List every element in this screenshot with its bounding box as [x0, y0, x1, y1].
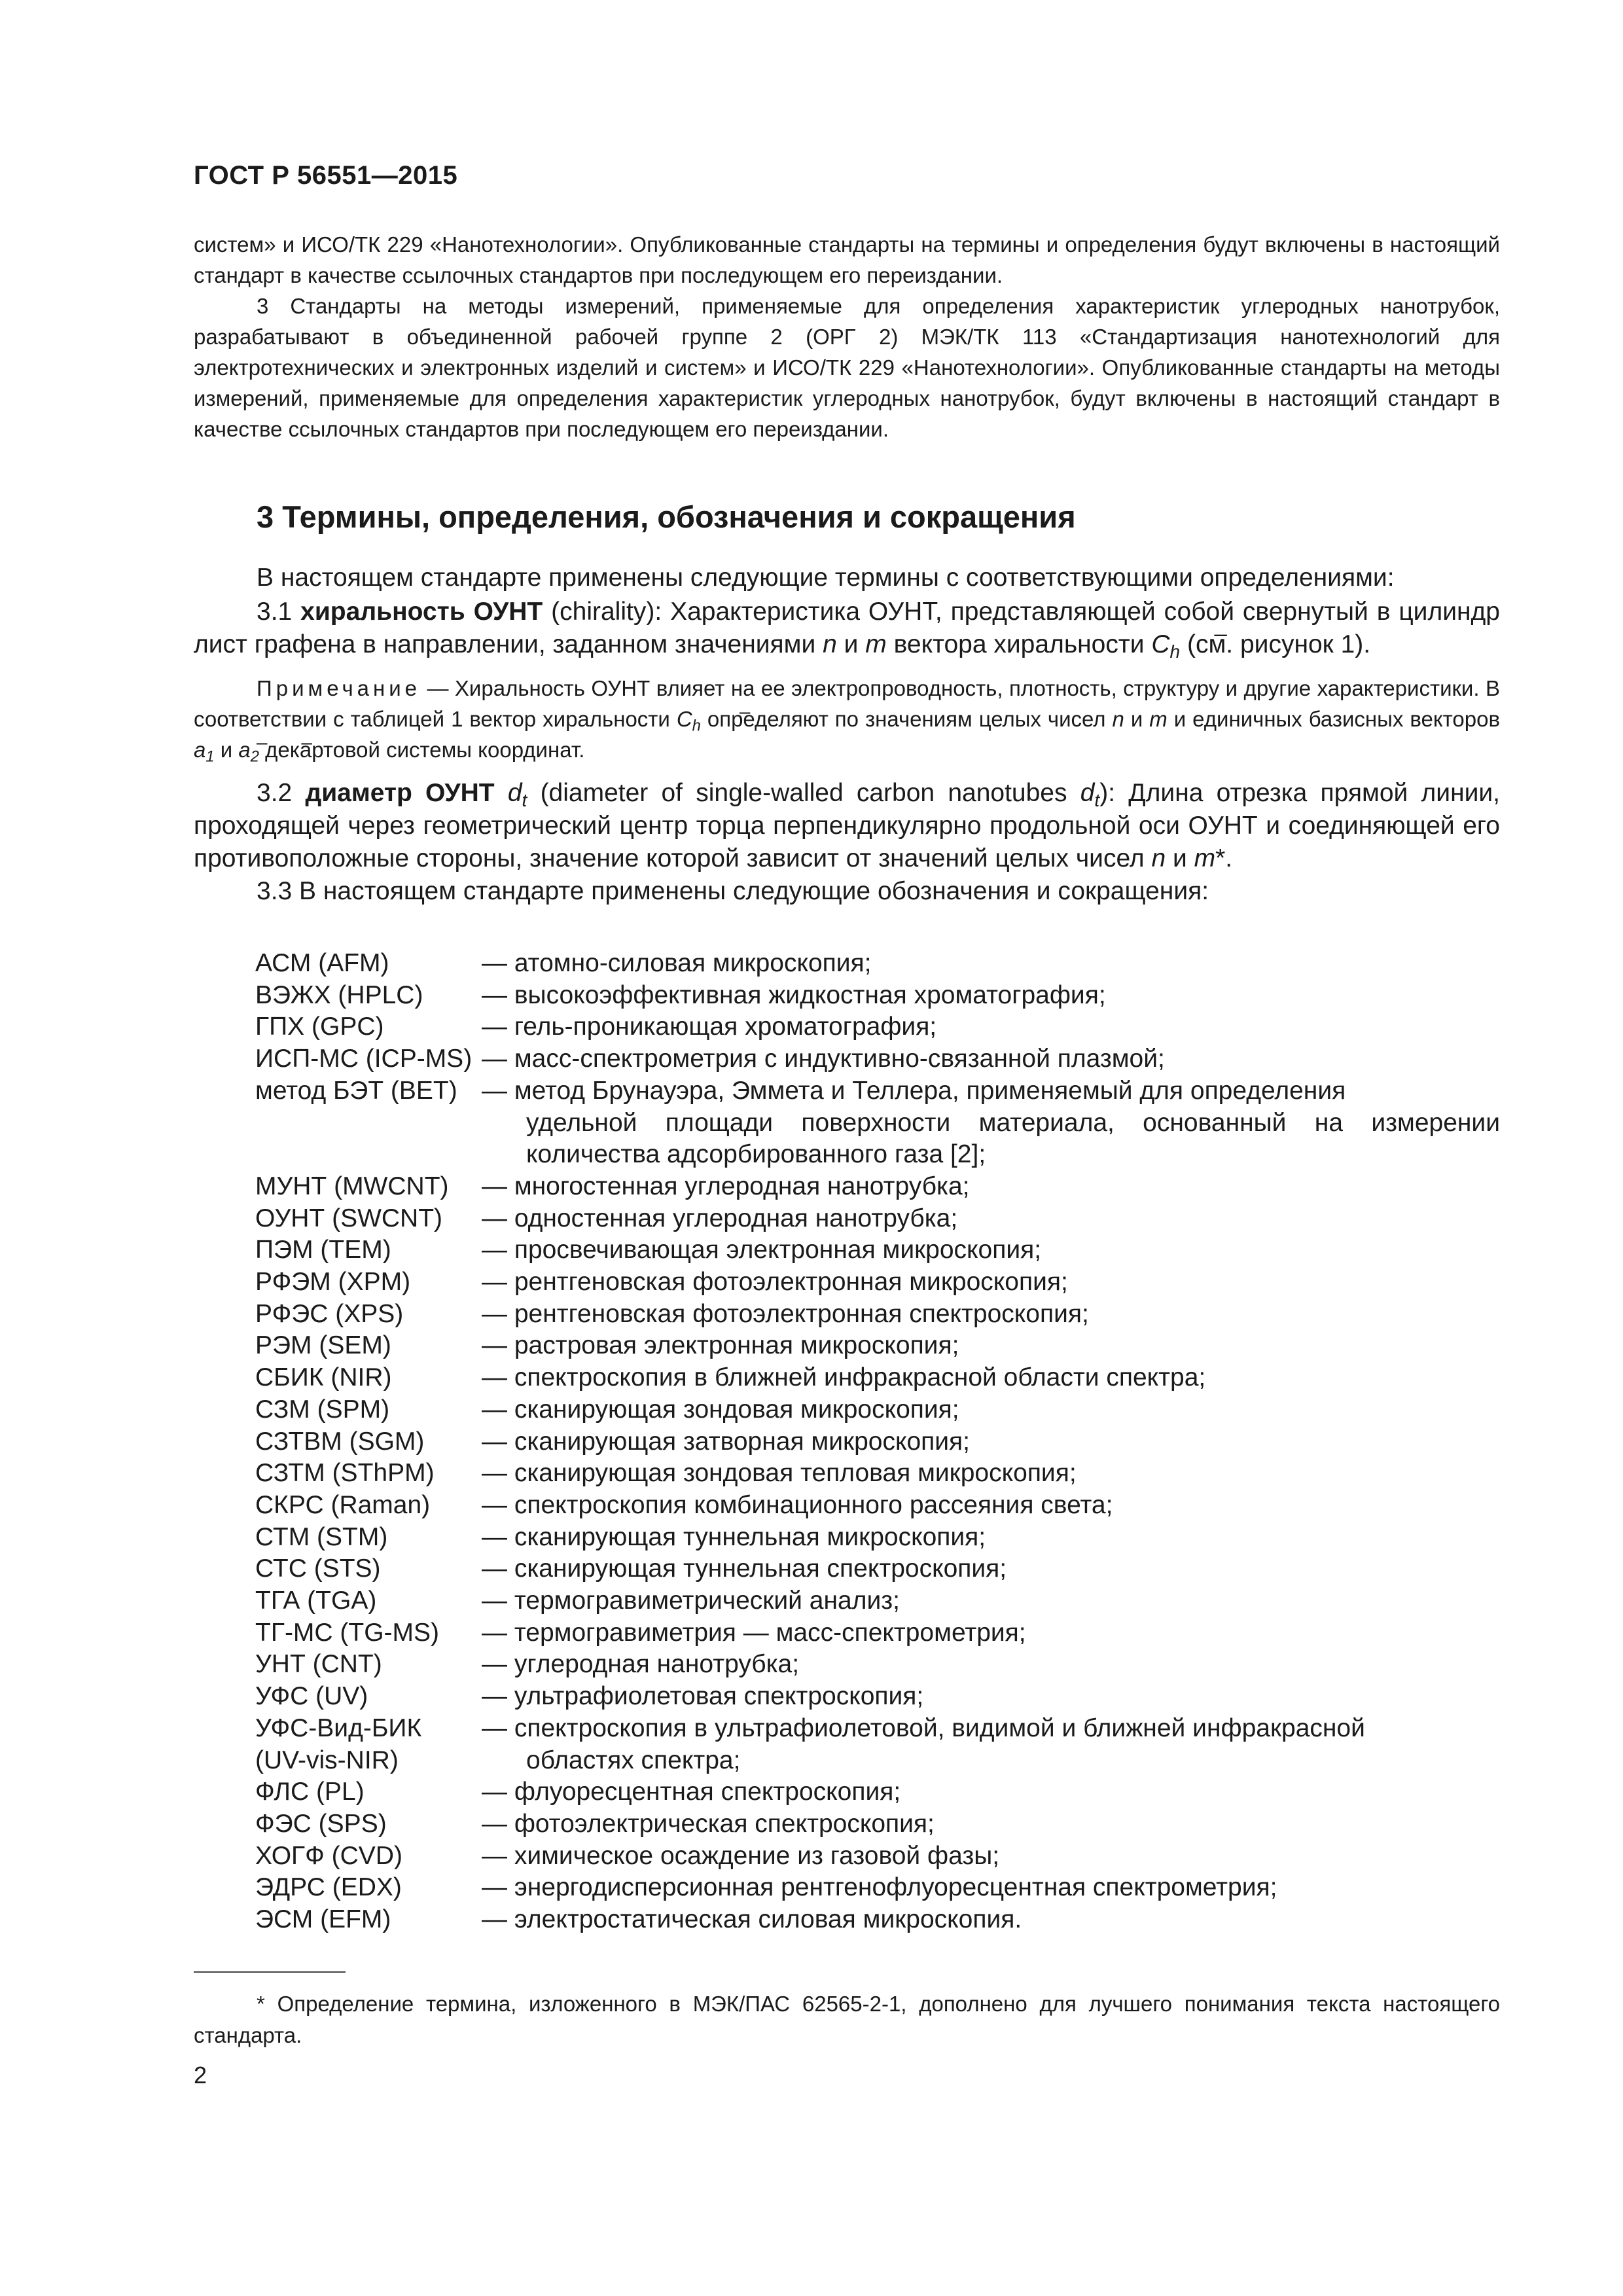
abbreviation: ИСП-МС (ICP-MS) [255, 1045, 473, 1073]
abbreviation-definition: — гель-проникающая хроматография; [482, 1013, 937, 1041]
abbreviation: УФС-Вид-БИК [255, 1713, 422, 1742]
basis-vector-a2 [238, 738, 259, 766]
vector-letter: C [1151, 630, 1170, 658]
footnote-marker: *. [1215, 844, 1233, 872]
abbreviation: (UV-vis-NIR) [255, 1746, 399, 1774]
abbreviation: ФЭС (SPS) [255, 1809, 387, 1838]
vector-subscript: h [692, 717, 701, 735]
abbreviation: АСМ (AFM) [255, 949, 389, 977]
term-english: ): [1099, 779, 1116, 807]
abbreviation: РФЭС (XPS) [255, 1299, 404, 1328]
abbreviation: УФС (UV) [255, 1682, 368, 1711]
abbreviation: ТГА (TGA) [255, 1587, 377, 1615]
term-definition: вектора хиральности [886, 630, 1152, 658]
abbreviation: СТМ (STM) [255, 1522, 388, 1551]
vector-letter: a [194, 738, 206, 762]
abbreviation-definition: — одностенная углеродная нанотрубка; [482, 1204, 958, 1232]
section-intro: В настоящем стандарте применены следующие термины с соответствующими определениями: [257, 564, 1395, 592]
terms-block [194, 562, 1500, 908]
abbreviation: СЗТМ (SThPM) [255, 1459, 435, 1488]
list-item [255, 980, 1500, 1012]
list-item [255, 1011, 1500, 1043]
abbreviation-definition: — атомно-силовая микроскопия; [482, 949, 872, 977]
abbreviation-definition: — электростатическая силовая микроскопия. [482, 1905, 1022, 1934]
conjunction: и [836, 630, 866, 658]
abbreviation: ФЛС (PL) [255, 1778, 365, 1806]
abbreviation-definition: — сканирующая туннельная микроскопия; [482, 1522, 986, 1551]
list-item [255, 1872, 1500, 1904]
conjunction: и [1124, 707, 1150, 731]
abbreviation-definition: — спектроскопия в ближней инфракрасной области спектра; [482, 1363, 1206, 1392]
abbreviation-definition: — масс-спектрометрия с индуктивно-связанной плазмой; [482, 1045, 1165, 1073]
list-item [255, 1585, 1500, 1617]
term-name: хиральность ОУНТ [300, 598, 543, 626]
list-item [255, 1458, 1500, 1490]
abbreviation-definition: — термогравиметрический анализ; [482, 1587, 900, 1615]
term-definition: (см. рисунок 1). [1180, 630, 1371, 658]
term-3-2 [194, 777, 1500, 875]
note-label: Примечание [257, 676, 421, 700]
abbreviation-definition: — рентгеновская фотоэлектронная микроскопия; [482, 1268, 1068, 1297]
term-3-1 [194, 596, 1500, 661]
footnote-separator [194, 1971, 346, 1973]
symbol-d: d [507, 779, 522, 807]
list-item [255, 1617, 1500, 1649]
abbreviation: СЗТВМ (SGM) [255, 1427, 425, 1456]
intro-item-3: 3 Стандарты на методы измерений, применяемые для определения характеристик углеродных нанотрубок, разрабатывают в объединенной рабочей группе 2 (ОРГ 2) МЭК/ТК 113 «Стандартизация нанотехнологий для электротехнических и электронных изделий и систем» и ИСО/ТК 229 «Нанотехнологии». Опубликованные стандарты на методы измерений, применяемые для определения характеристик углеродных нанотрубок, будут включены в настоящий стандарт в качестве ссылочных стандартов при последующем его переиздании. [194, 294, 1500, 441]
abbreviation-definition: — сканирующая туннельная спектроскопия; [482, 1554, 1007, 1583]
abbreviation-definition: — химическое осаждение из газовой фазы; [482, 1841, 1000, 1870]
symbol-subscript-t: t [522, 789, 527, 810]
abbreviation: СКРС (Raman) [255, 1490, 431, 1519]
list-item [255, 1266, 1500, 1299]
intro-continuation: систем» и ИСО/ТК 229 «Нанотехнологии». Опубликованные стандарты на термины и определения будут включены в настоящий стандарт в качестве ссылочных стандартов при последующем его переиздании. [194, 232, 1500, 287]
term-english: (diameter of single-walled carbon nanotubes [527, 779, 1080, 807]
list-item [255, 1075, 1500, 1107]
symbol-n: n [1112, 707, 1124, 731]
list-item [255, 1522, 1500, 1554]
list-item [255, 1649, 1500, 1681]
abbreviation-definition: — энергодисперсионная рентгенофлуоресцентная спектрометрия; [482, 1873, 1277, 1902]
term-definition: Длина отрезка прямой линии, проходящей через геометрический центр торца перпендикулярно продольной оси ОУНТ и соединяющей его противоположные стороны, значение которой зависит от значений целых чисел [194, 779, 1501, 872]
symbol-d: d [1080, 779, 1095, 807]
list-item [255, 1426, 1500, 1458]
abbreviation: ПЭМ (TEM) [255, 1236, 391, 1265]
list-item [255, 1203, 1500, 1235]
definition-continuation: количества адсорбированного газа [2]; [526, 1140, 986, 1169]
abbreviation: ВЭЖХ (HPLC) [255, 980, 423, 1009]
term-english: (chirality): [551, 598, 662, 626]
list-item [255, 1713, 1500, 1745]
abbreviations-list [255, 948, 1500, 1936]
abbreviation-definition: — углеродная нанотрубка; [482, 1650, 800, 1679]
symbol-m: m [865, 630, 887, 658]
list-item [255, 1171, 1500, 1203]
abbreviation: метод БЭТ (ВЕТ) [255, 1076, 457, 1105]
conjunction: и [214, 738, 239, 762]
abbreviation: МУНТ (MWCNT) [255, 1172, 449, 1200]
list-item [255, 1808, 1500, 1840]
conjunction: и [1166, 844, 1194, 872]
footnote: * Определение термина, изложенного в МЭК/ПАС 62565-2-1, дополнено для лучшего понимания текста настоящего стандарта. [194, 1992, 1500, 2047]
abbreviation: ТГ-МС (TG-MS) [255, 1618, 440, 1647]
abbreviation: ЭДРС (EDX) [255, 1873, 402, 1902]
chirality-vector-symbol [1151, 630, 1181, 662]
abbreviation: ГПХ (GPC) [255, 1013, 384, 1041]
list-item [255, 1394, 1500, 1426]
list-item [255, 1362, 1500, 1394]
note-text: и единичных базисных векторов [1167, 707, 1500, 731]
abbreviation-definition: — просвечивающая электронная микроскопия; [482, 1236, 1042, 1265]
definition-continuation: областях спектра; [526, 1746, 741, 1774]
abbreviation-definition: — высокоэффективная жидкостная хроматография; [482, 980, 1106, 1009]
list-item [255, 1745, 1500, 1777]
symbol-n: n [823, 630, 837, 658]
symbol-m: m [1194, 844, 1216, 872]
section-heading: 3 Термины, определения, обозначения и сокращения [257, 499, 1076, 534]
symbol-n: n [1151, 844, 1166, 872]
list-item [255, 948, 1500, 980]
symbol-subscript-t: t [1094, 789, 1100, 810]
abbreviation-definition: — сканирующая затворная микроскопия; [482, 1427, 971, 1456]
term-definition: Характеристика ОУНТ, представляющей собой свернутый в цилиндр лист графена в направлении, заданном значениями [194, 598, 1500, 658]
abbreviation-definition: — термогравиметрия — масс-спектрометрия; [482, 1618, 1026, 1647]
chirality-vector-symbol [676, 707, 701, 735]
abbreviation: СТС (STS) [255, 1554, 381, 1583]
page-number: 2 [194, 2062, 207, 2089]
abbreviation-definition: — многостенная углеродная нанотрубка; [482, 1172, 970, 1200]
term-number: 3.2 [257, 779, 293, 807]
abbreviation-definition: — растровая электронная микроскопия; [482, 1331, 959, 1360]
abbreviation-definition: — спектроскопия комбинационного рассеяния света; [482, 1490, 1113, 1519]
list-item [255, 1681, 1500, 1713]
symbol-m: m [1149, 707, 1168, 731]
list-item [255, 1043, 1500, 1075]
note-text: Хиральность ОУНТ влияет на ее электропроводность, плотность, структуру и другие характеристики. В соответствии с таблицей 1 вектор хиральности [194, 676, 1500, 731]
note-dash: — [421, 676, 455, 700]
abbreviation-definition: — сканирующая зондовая микроскопия; [482, 1395, 959, 1424]
note-3-1 [194, 673, 1500, 765]
list-item [255, 1490, 1500, 1522]
vector-letter: C [676, 707, 692, 731]
list-item [255, 1776, 1500, 1808]
abbreviation: УНТ (CNT) [255, 1650, 382, 1679]
abbreviations-intro: 3.3 В настоящем стандарте применены следующие обозначения и сокращения: [257, 877, 1209, 905]
vector-subscript: 2 [250, 747, 259, 766]
vector-subscript: h [1169, 641, 1181, 662]
term-number: 3.1 [257, 598, 293, 626]
abbreviation: ХОГФ (CVD) [255, 1841, 402, 1870]
term-name: диаметр ОУНТ [305, 779, 495, 807]
list-item [255, 1234, 1500, 1266]
vector-letter: a [238, 738, 251, 762]
abbreviation-definition: — фотоэлектрическая спектроскопия; [482, 1809, 935, 1838]
vector-subscript: 1 [205, 747, 215, 766]
standard-header: ГОСТ Р 56551—2015 [194, 161, 458, 190]
note-text: декартовой системы координат. [259, 738, 585, 762]
abbreviation-definition: — сканирующая зондовая тепловая микроскопия; [482, 1459, 1077, 1488]
note-text: определяют по значениям целых чисел [700, 707, 1113, 731]
abbreviation: ОУНТ (SWCNT) [255, 1204, 443, 1232]
definition-continuation: удельной площади поверхности материала, основанный на измерении [526, 1108, 1500, 1137]
list-item [255, 1840, 1500, 1873]
abbreviation: РЭМ (SEM) [255, 1331, 391, 1360]
abbreviation: ЭСМ (EFM) [255, 1905, 391, 1934]
basis-vector-a1 [194, 738, 215, 766]
abbreviation-definition: — флуоресцентная спектроскопия; [482, 1778, 901, 1806]
abbreviation-definition: — метод Брунауэра, Эммета и Теллера, применяемый для определения [482, 1076, 1346, 1105]
list-item [255, 1553, 1500, 1585]
abbreviation-definition: — ультрафиолетовая спектроскопия; [482, 1682, 924, 1711]
intro-block [194, 229, 1500, 444]
abbreviation: РФЭМ (XPM) [255, 1268, 411, 1297]
list-item [255, 1330, 1500, 1362]
list-item [255, 1904, 1500, 1936]
list-item [255, 1299, 1500, 1331]
abbreviation-definition: — спектроскопия в ультрафиолетовой, видимой и ближней инфракрасной [482, 1713, 1365, 1742]
abbreviation: СЗМ (SPM) [255, 1395, 390, 1424]
abbreviation: СБИК (NIR) [255, 1363, 392, 1392]
abbreviation-definition: — рентгеновская фотоэлектронная спектроскопия; [482, 1299, 1089, 1328]
